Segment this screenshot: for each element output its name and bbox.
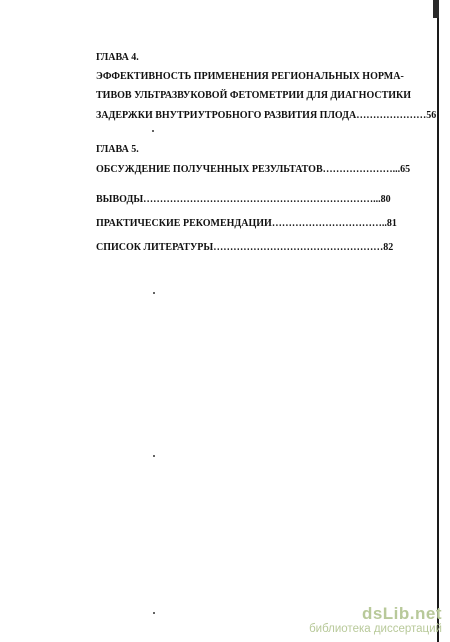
chapter4-heading: ГЛАВА 4.	[96, 52, 139, 63]
watermark	[309, 605, 442, 636]
chapter5-heading: ГЛАВА 5.	[96, 144, 139, 155]
scan-speck	[153, 612, 155, 614]
page-edge-shadow	[433, 0, 439, 18]
watermark-subtitle: библиотека диссертаций	[309, 623, 442, 635]
scan-speck	[153, 292, 155, 294]
toc-entry-conclusions: ВЫВОДЫ……………………………………………………………...80	[96, 194, 391, 205]
toc-entry-recommendations: ПРАКТИЧЕСКИЕ РЕКОМЕНДАЦИИ……………………………..81	[96, 218, 397, 229]
watermark-logo: dsLib.net	[361, 604, 442, 623]
scan-speck	[152, 130, 154, 132]
chapter4-title-line3: ЗАДЕРЖКИ ВНУТРИУТРОБНОГО РАЗВИТИЯ ПЛОДА…………………56	[96, 110, 437, 121]
chapter5-entry: ОБСУЖДЕНИЕ ПОЛУЧЕННЫХ РЕЗУЛЬТАТОВ…………………...65	[96, 164, 411, 175]
toc-entry-references: СПИСОК ЛИТЕРАТУРЫ……………………………………………82	[96, 242, 394, 253]
scan-speck	[153, 455, 155, 457]
chapter4-title-line2: ТИВОВ УЛЬТРАЗВУКОВОЙ ФЕТОМЕТРИИ ДЛЯ ДИАГНОСТИКИ	[96, 90, 412, 101]
page-edge	[437, 0, 439, 642]
chapter4-title-line1: ЭФФЕКТИВНОСТЬ ПРИМЕНЕНИЯ РЕГИОНАЛЬНЫХ НОРМА-	[96, 71, 404, 82]
